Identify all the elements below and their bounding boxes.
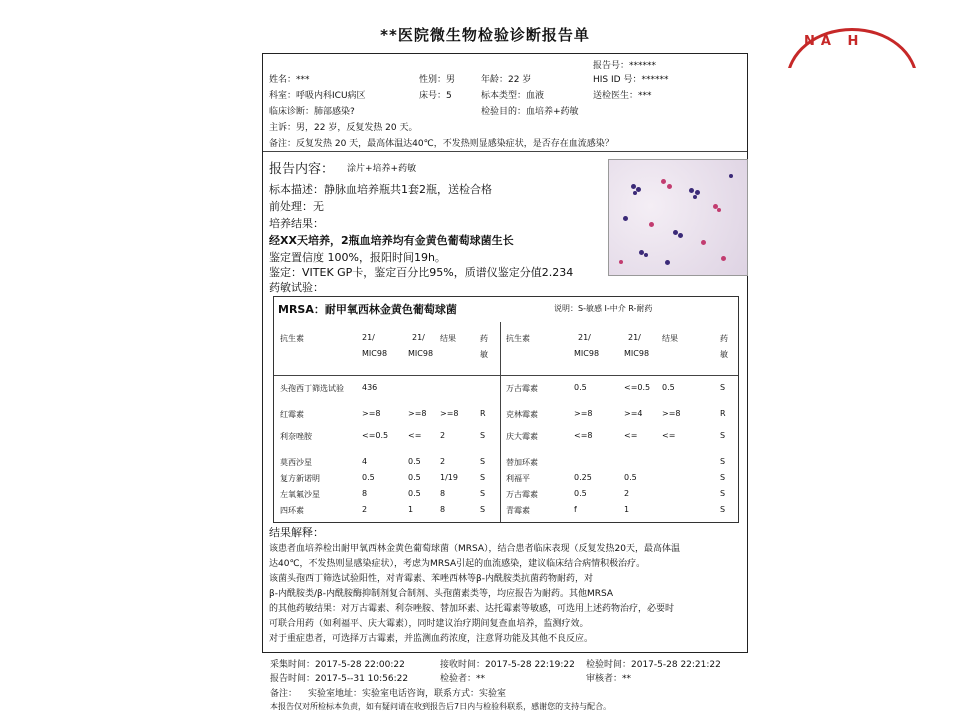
report-line: 鉴定置信度 100%，报阳时间19h。: [269, 251, 446, 264]
ast-cell-r-v2: >=4: [624, 409, 643, 418]
ast-cell-l-s: S: [480, 489, 486, 498]
ast-cell-l-v3: 2: [440, 431, 446, 440]
disclaimer: 本报告仅对所检标本负责，如有疑问请在收到报告后7日内与检验科联系，感谢您的支持与配合。: [270, 702, 612, 711]
report-line: 鉴定：VITEK GP卡，鉴定百分比95%，质谱仪鉴定分值2.234: [269, 266, 574, 279]
report-heading: 报告内容：: [269, 162, 335, 177]
ast-cell-l-v3: 2: [440, 457, 446, 466]
his-id: HIS ID 号：******: [593, 75, 669, 85]
interpretation-line: β-内酰胺类/β-内酰胺酶抑制剂复合制剂、头孢菌素类等，均应报告为耐药。其他MRSA: [269, 589, 614, 599]
ast-cell-l-v1: <=0.5: [362, 431, 389, 440]
col-header: 结果: [440, 334, 456, 343]
ast-legend: 说明：S-敏感 I-中介 R-耐药: [554, 304, 653, 313]
ast-cell-r-v2: <=0.5: [624, 383, 651, 392]
interpretation-heading: 结果解释：: [269, 526, 324, 539]
sub-header: MIC98: [362, 349, 388, 358]
report-footer: [262, 655, 746, 720]
ast-cell-l-v1: 436: [362, 383, 378, 392]
ast-cell-l-v3: >=8: [440, 409, 459, 418]
susceptibility-table: [273, 296, 739, 523]
ast-cell-l-name: 复方新诺明: [280, 474, 320, 483]
ast-cell-r-s: S: [720, 457, 726, 466]
department: 科室：呼吸内科ICU病区: [269, 91, 366, 101]
ast-cell-l-v2: >=8: [408, 409, 427, 418]
sample-type: 标本类型：血液: [481, 91, 545, 101]
ast-cell-r-name: 克林霉素: [506, 410, 538, 419]
ast-cell-r-s: S: [720, 505, 726, 514]
sub-header: 敏: [720, 350, 728, 359]
ast-cell-r-v2: 1: [624, 505, 630, 514]
patient-gender: 性别：男: [419, 75, 456, 85]
ast-cell-l-name: 红霉素: [280, 410, 304, 419]
col-header: 21/: [362, 333, 375, 342]
report-line: 标本描述：静脉血培养瓶共1套2瓶，送检合格: [269, 183, 492, 196]
note-label: 备注：: [270, 689, 298, 699]
ast-cell-l-v2: 0.5: [408, 457, 421, 466]
ast-cell-r-v3: 0.5: [662, 383, 675, 392]
ast-cell-r-v3: >=8: [662, 409, 681, 418]
remarks: 备注：反复发热 20 天，最高体温达40℃，不发热则显感染症状，是否存在血流感染？: [269, 139, 614, 149]
interpretation-line: 可联合用药（如利福平、庆大霉素），同时建议治疗期间复查血培养，监测疗效。: [269, 619, 589, 629]
ast-cell-r-v2: 0.5: [624, 473, 637, 482]
sub-header: MIC98: [408, 349, 434, 358]
report-heading-note: 涂片+培养+药敏: [347, 164, 417, 174]
ast-cell-l-s: S: [480, 457, 486, 466]
ast-cell-l-v3: 8: [440, 505, 446, 514]
ast-cell-r-s: S: [720, 473, 726, 482]
ast-cell-r-v1: f: [574, 505, 577, 514]
interpretation-line: 达40℃，不发热则显感染症状），考虑为MRSA引起的血流感染，建议临床结合病情积极治疗。: [269, 559, 646, 569]
tester: 检验者：**: [440, 674, 486, 684]
report-sheet: [262, 53, 748, 653]
ast-cell-r-v1: 0.25: [574, 473, 592, 482]
report-line: 经XX天培养，2瓶血培养均有金黄色葡萄球菌生长: [269, 234, 514, 247]
ast-cell-r-name: 万古霉素: [506, 490, 538, 499]
ast-cell-l-name: 四环素: [280, 506, 304, 515]
ast-cell-r-v2: 2: [624, 489, 630, 498]
col-header: 抗生素: [506, 334, 530, 343]
test-item: 检验目的：血培养+药敏: [481, 107, 579, 117]
ast-cell-r-name: 利福平: [506, 474, 530, 483]
col-header: 药: [480, 334, 488, 343]
ast-cell-r-v1: 0.5: [574, 383, 587, 392]
col-header: 抗生素: [280, 334, 304, 343]
ast-cell-r-name: 替加环素: [506, 458, 538, 467]
ast-cell-r-v1: <=8: [574, 431, 593, 440]
interpretation-line: 该菌头孢西丁筛选试验阳性，对青霉素、苯唑西林等β-内酰胺类抗菌药物耐药，对: [269, 574, 593, 584]
interpretation-line: 的其他药敏结果：对万古霉素、利奈唑胺、替加环素、达托霉素等敏感，可选用上述药物治疗，必要时: [269, 604, 675, 614]
ast-cell-l-s: S: [480, 505, 486, 514]
doctor: 送检医生：***: [593, 91, 652, 101]
hospital-seal-logo: [786, 28, 916, 68]
report-line: 前处理：无: [269, 200, 324, 213]
report-title: **医院微生物检验诊断报告单: [380, 26, 590, 44]
divider: [263, 151, 747, 152]
clinical-diagnosis: 临床诊断：肺部感染?: [269, 107, 355, 117]
ast-cell-l-s: S: [480, 473, 486, 482]
report-number: 报告号：******: [593, 61, 657, 71]
ast-title: MRSA：耐甲氧西林金黄色葡萄球菌: [278, 303, 457, 316]
table-divider: [500, 322, 501, 522]
col-header: 药: [720, 334, 728, 343]
col-header: 21/: [412, 333, 425, 342]
ast-cell-l-s: S: [480, 431, 486, 440]
ast-cell-l-v1: 2: [362, 505, 368, 514]
report-line: 培养结果：: [269, 217, 324, 230]
table-header-divider: [274, 375, 738, 376]
ast-cell-l-v3: 8: [440, 489, 446, 498]
ast-cell-r-v2: <=: [624, 431, 638, 440]
ast-cell-l-v2: 0.5: [408, 473, 421, 482]
report-time: 报告时间：2017-5--31 10:56:22: [270, 674, 409, 684]
patient-name: 姓名：***: [269, 75, 310, 85]
interpretation-line: 对于重症患者，可选择万古霉素，并监测血药浓度，注意肾功能及其他不良反应。: [269, 634, 594, 644]
ast-cell-l-v2: 0.5: [408, 489, 421, 498]
col-header: 21/: [628, 333, 641, 342]
ast-cell-r-s: S: [720, 431, 726, 440]
collect-time: 采集时间：2017-5-28 22:00:22: [270, 660, 405, 670]
report-line: 药敏试验：: [269, 281, 324, 294]
sub-header: 敏: [480, 350, 488, 359]
ast-cell-l-v1: >=8: [362, 409, 381, 418]
col-header: 21/: [578, 333, 591, 342]
ast-cell-r-v1: 0.5: [574, 489, 587, 498]
seal-letters: NA H: [804, 34, 865, 49]
ast-cell-l-name: 利奈唑胺: [280, 432, 312, 441]
ast-cell-l-v3: 1/19: [440, 473, 458, 482]
col-header: 结果: [662, 334, 678, 343]
interpretation-line: 该患者血培养检出耐甲氧西林金黄色葡萄球菌（MRSA），结合患者临床表现（反复发热20天，最高体温: [269, 544, 681, 554]
ast-cell-r-s: S: [720, 383, 726, 392]
ast-cell-r-s: R: [720, 409, 726, 418]
ast-cell-r-s: S: [720, 489, 726, 498]
ast-cell-l-s: R: [480, 409, 486, 418]
gram-stain-micrograph: [608, 159, 748, 276]
ast-cell-l-v1: 4: [362, 457, 368, 466]
sub-header: MIC98: [624, 349, 650, 358]
ast-cell-r-name: 青霉素: [506, 506, 530, 515]
ast-cell-l-name: 莫西沙星: [280, 458, 312, 467]
ast-cell-l-name: 头孢西丁筛选试验: [280, 384, 344, 393]
ast-cell-l-v2: <=: [408, 431, 422, 440]
test-time: 检验时间：2017-5-28 22:21:22: [586, 660, 721, 670]
ast-cell-l-name: 左氧氟沙星: [280, 490, 320, 499]
ast-cell-r-v1: >=8: [574, 409, 593, 418]
note-text: 实验室地址：实验室电话咨询，联系方式：实验室: [308, 689, 507, 699]
ast-cell-l-v1: 8: [362, 489, 368, 498]
reviewer: 审核者：**: [586, 674, 632, 684]
ast-cell-l-v1: 0.5: [362, 473, 375, 482]
sub-header: MIC98: [574, 349, 600, 358]
patient-history: 主诉：男，22 岁，反复发热 20 天。: [269, 123, 418, 133]
ast-cell-r-name: 万古霉素: [506, 384, 538, 393]
ast-cell-r-name: 庆大霉素: [506, 432, 538, 441]
patient-age: 年龄：22 岁: [481, 75, 532, 85]
receive-time: 接收时间：2017-5-28 22:19:22: [440, 660, 575, 670]
ast-cell-l-v2: 1: [408, 505, 414, 514]
bed-number: 床号：5: [419, 91, 452, 101]
ast-cell-r-v3: <=: [662, 431, 676, 440]
